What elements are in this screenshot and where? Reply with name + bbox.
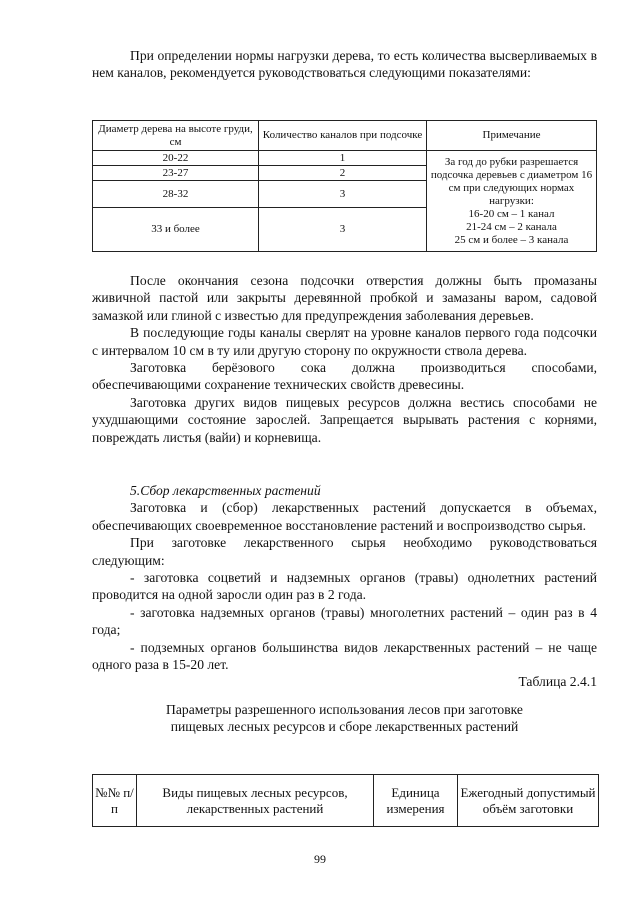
header-annual-volume: Ежегодный допустимый объём заготовки (458, 775, 599, 827)
intro-paragraph: При определении нормы нагрузки дерева, то есть количества высверливаемых в нем каналов, рекомендуется руководствоваться следующими показателями: (92, 48, 597, 81)
usage-parameters-table (92, 774, 599, 827)
medicinal-section (92, 482, 597, 736)
table-title: Параметры разрешенного использования лесов при заготовке (166, 701, 523, 717)
channels-cell: 1 (259, 151, 427, 166)
header-note: Примечание (427, 121, 597, 151)
table-title: пищевых лесных ресурсов и сборе лекарственных растений (170, 719, 519, 735)
paragraph: Заготовка и (сбор) лекарственных растений допускается в объемах, обеспечивающих своевременное восстановление растений и воспроизводство сырья. (92, 500, 597, 533)
header-resource-type: Виды пищевых лесных ресурсов, лекарственных растений (137, 775, 374, 827)
paragraph: В последующие годы каналы сверлят на уровне каналов первого года подсочки с интервалом 10 см в ту или другую сторону по окружности ствола дерева. (92, 325, 597, 358)
paragraphs-block (92, 272, 597, 446)
header-unit: Единица измерения (374, 775, 458, 827)
intro-block (92, 47, 597, 82)
table-header-row (93, 775, 599, 827)
table-header-row (93, 121, 597, 151)
paragraph: После окончания сезона подсочки отверстия должны быть промазаны живичной пастой или закрыты деревянной пробкой и замазаны варом, садовой замазкой или глиной с известью для предупреждения заболевания деревьев. (92, 273, 597, 323)
header-channels: Количество каналов при подсочке (259, 121, 427, 151)
header-number: №№ п/п (93, 775, 137, 827)
note-text: За год до рубки разрешается подсочка деревьев с диаметром 16 см при следующих нормах нагрузки: (430, 155, 593, 207)
paragraph: При заготовке лекарственного сырья необходимо руководствоваться следующим: (92, 535, 597, 568)
paragraph: Заготовка берёзового сока должна производиться способами, обеспечивающими сохранение технических свойств древесины. (92, 360, 597, 393)
note-line: 16-20 см – 1 канал (468, 207, 555, 220)
paragraph: Заготовка других видов пищевых ресурсов должна вестись способами не ухудшающими состояние зарослей. Запрещается вырывать растения с корнями, повреждать листья (вайи) и корневища. (92, 394, 597, 445)
section-heading: 5.Сбор лекарственных растений (130, 483, 321, 498)
note-line: 21-24 см – 2 канала (466, 220, 557, 233)
channels-cell: 3 (259, 181, 427, 208)
channels-cell: 3 (259, 208, 427, 252)
note-cell (427, 151, 597, 252)
diameter-cell: 23-27 (93, 166, 259, 181)
table-label: Таблица 2.4.1 (518, 674, 597, 690)
load-norm-table (92, 120, 597, 252)
table-row (93, 151, 597, 166)
diameter-cell: 20-22 (93, 151, 259, 166)
header-diameter: Диаметр дерева на высоте груди, см (93, 121, 259, 151)
page-number: 99 (314, 852, 326, 866)
diameter-cell: 33 и более (93, 208, 259, 252)
list-item: - подземных органов большинства видов лекарственных растений – не чаще одного раза в 15-20 лет. (92, 639, 597, 673)
channels-cell: 2 (259, 166, 427, 181)
list-item: - заготовка соцветий и надземных органов (травы) однолетних растений проводится на одной заросли один раз в 2 года. (92, 570, 597, 603)
note-line: 25 см и более – 3 канала (454, 233, 569, 246)
list-item: - заготовка надземных органов (травы) многолетних растений – один раз в 4 года; (92, 604, 597, 638)
diameter-cell: 28-32 (93, 181, 259, 208)
